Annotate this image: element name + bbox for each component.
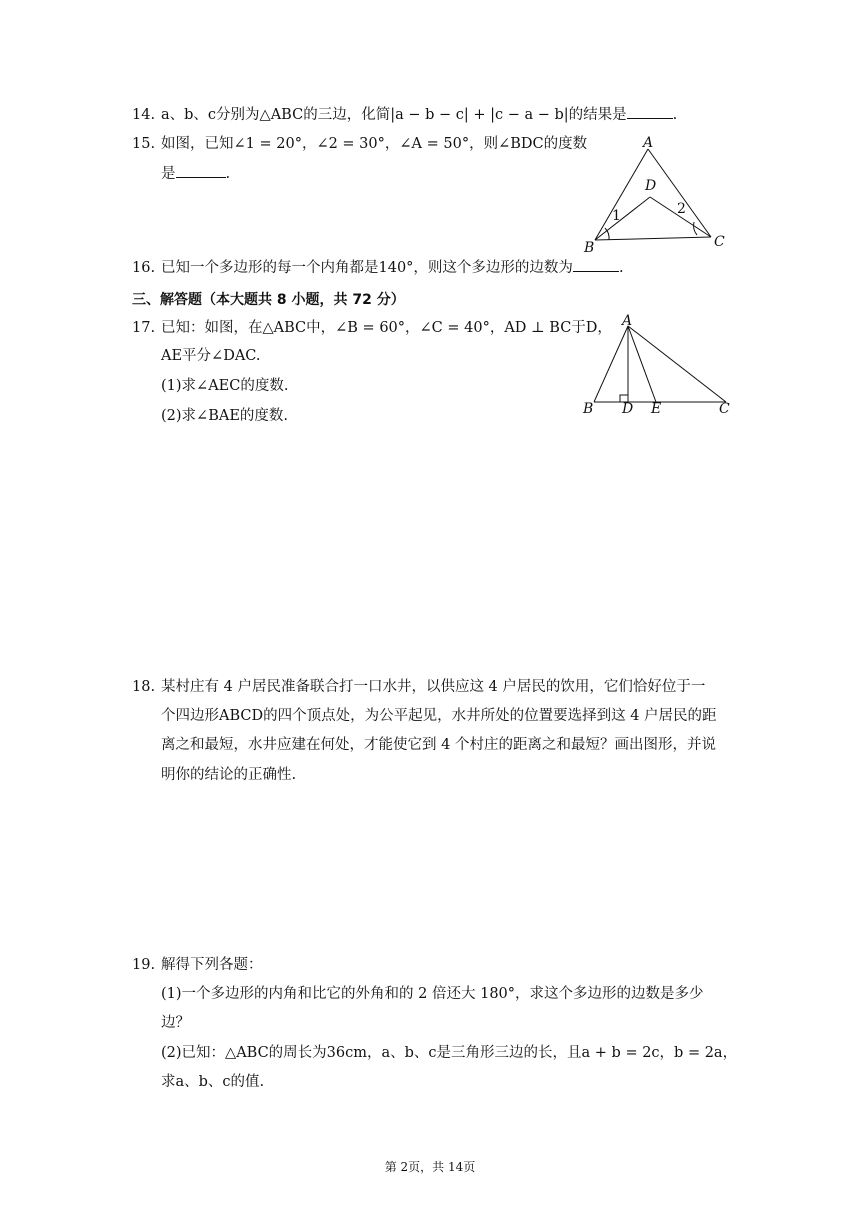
question-number: 14. xyxy=(132,107,156,123)
question-19 xyxy=(132,955,263,975)
page-footer: 第 2页，共 14页 xyxy=(384,1160,476,1174)
question-14: 14. a、b、c分别为△ABC的三边，化简|a − b − c| + |c − a − b|的结果是 . xyxy=(132,107,678,123)
vertex-label-a: A xyxy=(622,313,633,329)
answer-blank[interactable] xyxy=(627,106,673,119)
question-15-line2: 是 . xyxy=(161,166,231,182)
answer-blank[interactable] xyxy=(573,259,619,272)
question-15 xyxy=(132,134,587,154)
question-text: 解得下列各题： xyxy=(161,957,263,973)
vertex-label-e: E xyxy=(651,401,662,417)
question-19-part1-line1: (1)一个多边形的内角和比它的外角和的 2 倍还大 180°，求这个多边形的边数是多少 xyxy=(161,986,704,1002)
question-number: 19. xyxy=(132,957,156,973)
question-18 xyxy=(132,677,705,697)
question-16: 16. 已知一个多边形的每一个内角都是140°，则这个多边形的边数为 . xyxy=(132,260,624,276)
vertex-label-c: C xyxy=(714,234,725,250)
question-15-figure xyxy=(578,133,730,257)
question-text: 已知：如图，在△ABC中，∠B = 60°，∠C = 40°，AD ⊥ BC于D， xyxy=(161,320,612,336)
question-17-figure xyxy=(578,312,738,420)
question-17 xyxy=(132,318,612,338)
vertex-label-b: B xyxy=(583,401,594,417)
answer-blank[interactable] xyxy=(176,165,226,178)
question-17-part1: (1)求∠AEC的度数. xyxy=(161,378,289,394)
question-number: 17. xyxy=(132,320,156,336)
question-18-line2: 个四边形ABCD的四个顶点处，为公平起见，水井所处的位置要选择到这 4 户居民的距 xyxy=(161,708,717,724)
question-18-line4: 明你的结论的正确性. xyxy=(161,767,297,783)
vertex-label-b: B xyxy=(584,240,595,256)
question-number: 18. xyxy=(132,679,156,695)
question-number: 16. xyxy=(132,260,156,276)
vertex-label-c: C xyxy=(719,401,730,417)
question-18-line3: 离之和最短，水井应建在何处，才能使它到 4 个村庄的距离之和最短？画出图形，并说 xyxy=(161,737,716,753)
vertex-label-a: A xyxy=(643,135,654,151)
question-19-part2-line2: 求a、b、c的值. xyxy=(161,1074,265,1090)
question-text: 如图，已知∠1 = 20°，∠2 = 30°，∠A = 50°，则∠BDC的度数 xyxy=(161,136,588,152)
vertex-label-d: D xyxy=(622,401,634,417)
question-number: 15. xyxy=(132,136,156,152)
question-19-part2-line1: (2)已知：△ABC的周长为36cm，a、b、c是三角形三边的长，且a + b = 2c，b = 2a， xyxy=(161,1045,738,1061)
vertex-label-d: D xyxy=(645,178,657,194)
question-17-part2: (2)求∠BAE的度数. xyxy=(161,408,289,424)
question-19-part1-line2: 边？ xyxy=(161,1015,190,1031)
angle-label-2: 2 xyxy=(677,201,686,217)
question-17-line2: AE平分∠DAC. xyxy=(161,348,261,364)
angle-label-1: 1 xyxy=(612,208,621,224)
question-text: a、b、c分别为△ABC的三边，化简|a − b − c| + |c − a − b|的结果是 xyxy=(161,107,627,123)
question-text: 已知一个多边形的每一个内角都是140°，则这个多边形的边数为 xyxy=(161,260,573,276)
section-heading: 三、解答题（本大题共 8 小题，共 72 分） xyxy=(132,292,405,308)
question-text: 某村庄有 4 户居民准备联合打一口水井，以供应这 4 户居民的饮用，它们恰好位于一 xyxy=(161,679,706,695)
